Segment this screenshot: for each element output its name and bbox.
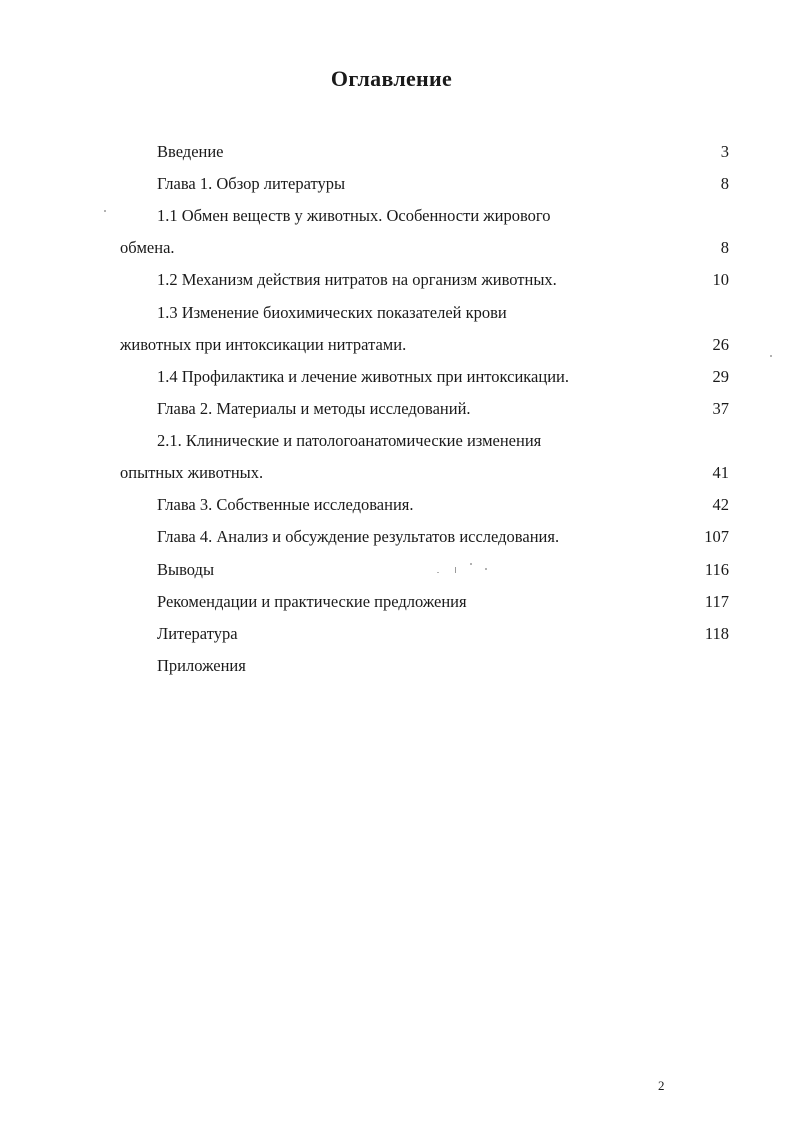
toc-entry	[0, 200, 793, 232]
toc-entry-label: Литература	[157, 624, 238, 643]
toc-entry-page: 107	[704, 527, 729, 546]
toc-entry-page: 29	[712, 367, 729, 386]
toc-entry-label: 1.1 Обмен веществ у животных. Особенности жирового	[157, 206, 551, 225]
toc-entry	[0, 650, 793, 682]
toc-entry-label: обмена.	[120, 238, 175, 257]
toc-entry-label: Глава 4. Анализ и обсуждение результатов исследования.	[157, 527, 560, 546]
toc-entry-label: 1.4 Профилактика и лечение животных при интоксикации.	[157, 367, 569, 386]
toc-entry	[0, 329, 793, 361]
toc-entry-label: Выводы	[157, 560, 215, 579]
toc-entry-page: 118	[704, 624, 729, 643]
toc-entry-page: 8	[720, 174, 729, 193]
toc-entry-page: 42	[712, 495, 729, 514]
toc-entry	[0, 554, 793, 586]
scan-speck	[437, 572, 439, 573]
toc-entry-page: 41	[712, 463, 729, 482]
toc-entry	[0, 361, 793, 393]
toc-entry	[0, 136, 793, 168]
toc-entry-page: 117	[704, 592, 729, 611]
toc-entry-label: Глава 3. Собственные исследования.	[157, 495, 414, 514]
toc-entry-label: животных при интоксикации нитратами.	[120, 335, 407, 354]
toc-entry	[0, 168, 793, 200]
scan-speck	[770, 355, 772, 357]
toc-entry	[0, 457, 793, 489]
toc-entry	[0, 618, 793, 650]
toc-entry	[0, 232, 793, 264]
toc-entry-page: 37	[712, 399, 729, 418]
toc-entry	[0, 264, 793, 296]
toc-entry	[0, 489, 793, 521]
page-title: Оглавление	[330, 66, 453, 91]
toc-entry-label: Приложения	[157, 656, 246, 675]
toc-entry-label: Рекомендации и практические предложения	[157, 592, 467, 611]
toc-entry	[0, 425, 793, 457]
toc-entry	[0, 393, 793, 425]
toc-entry-label: опытных животных.	[120, 463, 264, 482]
toc-entry-page: 26	[712, 335, 729, 354]
toc-entry-page: 3	[720, 142, 729, 161]
toc-entry	[0, 586, 793, 618]
scan-speck	[470, 563, 472, 565]
toc-entry-page: 10	[712, 270, 729, 289]
toc-entry-label: Введение	[157, 142, 224, 161]
scan-speck	[104, 210, 106, 212]
toc-entry-label: Глава 2. Материалы и методы исследований.	[157, 399, 471, 418]
toc-entry-page: 116	[704, 560, 729, 579]
toc-entry	[0, 521, 793, 553]
toc-entry-page: 8	[720, 238, 729, 257]
toc-entry-label: 2.1. Клинические и патологоанатомические изменения	[157, 431, 542, 450]
toc-entry-label: Глава 1. Обзор литературы	[157, 174, 346, 193]
scan-speck	[485, 568, 487, 570]
toc-entry-label: 1.3 Изменение биохимических показателей крови	[157, 303, 507, 322]
page-number: 2	[658, 1078, 665, 1093]
toc-entry-label: 1.2 Механизм действия нитратов на организм животных.	[157, 270, 557, 289]
scan-speck	[455, 567, 456, 573]
toc-entry	[0, 297, 793, 329]
